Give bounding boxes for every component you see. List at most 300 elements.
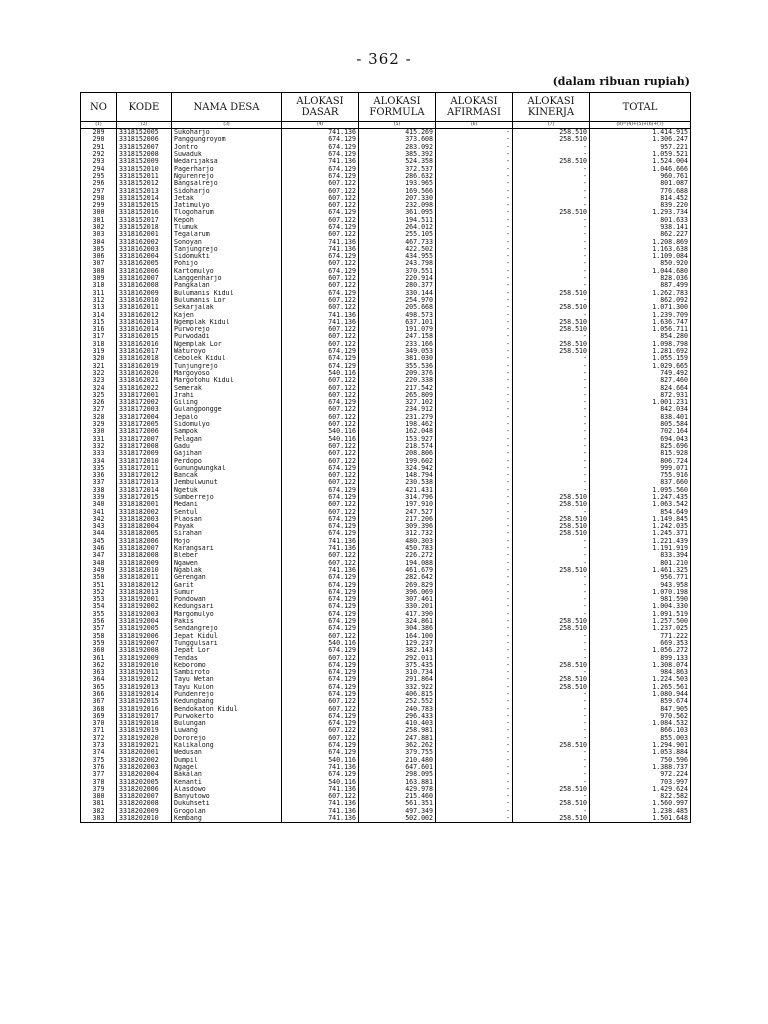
row-alokasi-afirmasi: - (436, 654, 513, 661)
row-alokasi-afirmasi: - (436, 457, 513, 464)
row-kode: 3318152006 (117, 136, 172, 143)
row-kode: 3318192015 (117, 698, 172, 705)
row-no: 358 (81, 632, 117, 639)
row-alokasi-formula: 220.914 (359, 275, 436, 282)
row-alokasi-formula: 324.861 (359, 618, 436, 625)
table-row (81, 414, 691, 421)
column-index: (1) (81, 122, 117, 129)
row-alokasi-formula: 298.095 (359, 771, 436, 778)
row-alokasi-afirmasi: - (436, 771, 513, 778)
row-total: 1.414.915 (590, 129, 691, 137)
row-no: 355 (81, 611, 117, 618)
row-total: 1.109.084 (590, 253, 691, 260)
row-no: 354 (81, 603, 117, 610)
row-alokasi-dasar: 607.122 (282, 392, 359, 399)
row-alokasi-dasar: 607.122 (282, 384, 359, 391)
row-alokasi-formula: 647.601 (359, 764, 436, 771)
row-total: 1.071.300 (590, 304, 691, 311)
row-nama-desa: Pondowan (172, 596, 282, 603)
row-alokasi-dasar: 607.122 (282, 260, 359, 267)
row-nama-desa: Sidoharjo (172, 187, 282, 194)
row-no: 379 (81, 786, 117, 793)
table-row (81, 260, 691, 267)
row-alokasi-afirmasi: - (436, 596, 513, 603)
row-alokasi-kinerja: - (513, 479, 590, 486)
row-alokasi-dasar: 607.122 (282, 414, 359, 421)
row-alokasi-afirmasi: - (436, 348, 513, 355)
row-nama-desa: Mojo (172, 538, 282, 545)
row-nama-desa: Kalikalong (172, 742, 282, 749)
row-alokasi-kinerja: 258.510 (513, 676, 590, 683)
row-alokasi-dasar: 607.122 (282, 326, 359, 333)
row-total: 824.664 (590, 384, 691, 391)
row-total: 1.001.231 (590, 399, 691, 406)
row-kode: 3318192020 (117, 735, 172, 742)
header-no: NO (81, 93, 117, 122)
row-total: 984.863 (590, 669, 691, 676)
row-alokasi-formula: 163.881 (359, 778, 436, 785)
row-nama-desa: Jepat Lor (172, 647, 282, 654)
row-nama-desa: Bancak (172, 472, 282, 479)
row-nama-desa: Gadu (172, 443, 282, 450)
column-index: (2) (117, 122, 172, 129)
row-alokasi-dasar: 674.129 (282, 684, 359, 691)
row-alokasi-afirmasi: - (436, 720, 513, 727)
row-nama-desa: Ngawen (172, 560, 282, 567)
row-nama-desa: Sonoyan (172, 238, 282, 245)
row-alokasi-afirmasi: - (436, 611, 513, 618)
row-kode: 3318192005 (117, 625, 172, 632)
allocation-table (80, 92, 691, 823)
table-row (81, 479, 691, 486)
row-total: 702.164 (590, 428, 691, 435)
row-alokasi-formula: 362.262 (359, 742, 436, 749)
row-alokasi-formula: 502.002 (359, 815, 436, 823)
row-alokasi-kinerja: - (513, 749, 590, 756)
row-alokasi-kinerja: - (513, 224, 590, 231)
row-alokasi-kinerja: - (513, 268, 590, 275)
row-kode: 3318192001 (117, 596, 172, 603)
row-total: 1.294.901 (590, 742, 691, 749)
table-row (81, 268, 691, 275)
row-kode: 3318192009 (117, 654, 172, 661)
table-row (81, 435, 691, 442)
row-kode: 3318162021 (117, 377, 172, 384)
row-total: 801.210 (590, 560, 691, 567)
row-alokasi-afirmasi: - (436, 326, 513, 333)
table-row (81, 465, 691, 472)
row-alokasi-dasar: 607.122 (282, 180, 359, 187)
row-kode: 3318182003 (117, 516, 172, 523)
row-no: 335 (81, 465, 117, 472)
row-alokasi-dasar: 741.136 (282, 538, 359, 545)
table-row (81, 757, 691, 764)
row-alokasi-kinerja: - (513, 808, 590, 815)
row-no: 365 (81, 684, 117, 691)
row-kode: 3318162003 (117, 246, 172, 253)
row-nama-desa: Bangsalrejo (172, 180, 282, 187)
row-kode: 3318152005 (117, 129, 172, 137)
row-kode: 3318192018 (117, 720, 172, 727)
row-alokasi-formula: 255.105 (359, 231, 436, 238)
row-alokasi-afirmasi: - (436, 786, 513, 793)
row-nama-desa: Bulumanis Kidul (172, 290, 282, 297)
row-alokasi-formula: 264.012 (359, 224, 436, 231)
row-total: 1.560.997 (590, 800, 691, 807)
table-row (81, 399, 691, 406)
row-kode: 3318172013 (117, 479, 172, 486)
row-alokasi-kinerja: - (513, 399, 590, 406)
row-total: 887.499 (590, 282, 691, 289)
table-row (81, 238, 691, 245)
row-alokasi-formula: 217.542 (359, 384, 436, 391)
row-nama-desa: Gunungwungkal (172, 465, 282, 472)
row-kode: 3318192007 (117, 640, 172, 647)
table-row (81, 180, 691, 187)
row-total: 838.401 (590, 414, 691, 421)
row-nama-desa: Garit (172, 581, 282, 588)
table-row (81, 786, 691, 793)
row-alokasi-dasar: 607.122 (282, 508, 359, 515)
row-alokasi-formula: 381.030 (359, 355, 436, 362)
row-no: 360 (81, 647, 117, 654)
row-no: 297 (81, 187, 117, 194)
table-row (81, 589, 691, 596)
row-alokasi-formula: 194.088 (359, 560, 436, 567)
table-row (81, 253, 691, 260)
row-kode: 3318192021 (117, 742, 172, 749)
row-alokasi-dasar: 674.129 (282, 494, 359, 501)
row-alokasi-dasar: 607.122 (282, 727, 359, 734)
row-alokasi-formula: 247.527 (359, 508, 436, 515)
table-row (81, 632, 691, 639)
row-alokasi-formula: 307.461 (359, 596, 436, 603)
row-alokasi-formula: 421.431 (359, 487, 436, 494)
row-nama-desa: Plaosan (172, 516, 282, 523)
row-no: 346 (81, 545, 117, 552)
row-no: 372 (81, 735, 117, 742)
row-kode: 3318162018 (117, 355, 172, 362)
row-alokasi-kinerja: - (513, 611, 590, 618)
row-alokasi-kinerja: - (513, 187, 590, 194)
row-alokasi-afirmasi: - (436, 581, 513, 588)
row-total: 1.238.485 (590, 808, 691, 815)
row-nama-desa: Bleber (172, 552, 282, 559)
row-alokasi-formula: 332.922 (359, 684, 436, 691)
row-kode: 3318192004 (117, 618, 172, 625)
table-row (81, 494, 691, 501)
row-kode: 3318152012 (117, 180, 172, 187)
table-row (81, 501, 691, 508)
row-alokasi-kinerja: - (513, 552, 590, 559)
table-row (81, 618, 691, 625)
row-nama-desa: Langgenharjo (172, 275, 282, 282)
row-alokasi-kinerja: 258.510 (513, 326, 590, 333)
table-row (81, 676, 691, 683)
table-row (81, 341, 691, 348)
table-row (81, 224, 691, 231)
row-total: 694.043 (590, 435, 691, 442)
row-no: 368 (81, 705, 117, 712)
column-index: (5) (359, 122, 436, 129)
row-alokasi-dasar: 741.136 (282, 567, 359, 574)
row-alokasi-afirmasi: - (436, 494, 513, 501)
row-kode: 3318152011 (117, 173, 172, 180)
row-nama-desa: Jrahi (172, 392, 282, 399)
table-row (81, 705, 691, 712)
row-nama-desa: Tayu Kulon (172, 684, 282, 691)
table-row (81, 735, 691, 742)
row-total: 1.004.330 (590, 603, 691, 610)
row-alokasi-afirmasi: - (436, 625, 513, 632)
row-alokasi-formula: 370.551 (359, 268, 436, 275)
row-nama-desa: Purworejo (172, 326, 282, 333)
row-alokasi-formula: 461.679 (359, 567, 436, 574)
row-total: 815.928 (590, 450, 691, 457)
table-body (81, 129, 691, 823)
row-kode: 3318162013 (117, 319, 172, 326)
row-no: 356 (81, 618, 117, 625)
row-kode: 3318202007 (117, 793, 172, 800)
table-row (81, 684, 691, 691)
table-row (81, 764, 691, 771)
row-alokasi-kinerja: 258.510 (513, 815, 590, 823)
row-alokasi-afirmasi: - (436, 377, 513, 384)
row-kode: 3318162022 (117, 384, 172, 391)
row-kode: 3318202005 (117, 778, 172, 785)
row-total: 825.696 (590, 443, 691, 450)
row-alokasi-kinerja: 258.510 (513, 742, 590, 749)
column-index: (7) (513, 122, 590, 129)
row-nama-desa: Gulangpongge (172, 406, 282, 413)
row-nama-desa: Ngagel (172, 764, 282, 771)
row-alokasi-afirmasi: - (436, 363, 513, 370)
table-row (81, 173, 691, 180)
table-row (81, 363, 691, 370)
row-no: 369 (81, 713, 117, 720)
row-alokasi-formula: 240.783 (359, 705, 436, 712)
row-no: 310 (81, 282, 117, 289)
row-alokasi-afirmasi: - (436, 370, 513, 377)
table-row (81, 158, 691, 165)
row-alokasi-formula: 434.955 (359, 253, 436, 260)
row-alokasi-formula: 193.965 (359, 180, 436, 187)
row-alokasi-kinerja: 258.510 (513, 501, 590, 508)
row-no: 320 (81, 355, 117, 362)
row-alokasi-formula: 232.098 (359, 202, 436, 209)
header-alokasi-formula: ALOKASI FORMULA (359, 93, 436, 122)
row-total: 1.063.542 (590, 501, 691, 508)
row-nama-desa: Margomulyo (172, 611, 282, 618)
table-row (81, 472, 691, 479)
row-alokasi-formula: 406.815 (359, 691, 436, 698)
row-alokasi-dasar: 607.122 (282, 501, 359, 508)
row-total: 956.771 (590, 574, 691, 581)
row-nama-desa: Dumpil (172, 757, 282, 764)
row-alokasi-formula: 310.734 (359, 669, 436, 676)
row-alokasi-formula: 373.608 (359, 136, 436, 143)
row-alokasi-kinerja: - (513, 472, 590, 479)
row-kode: 3318162007 (117, 275, 172, 282)
row-nama-desa: Giling (172, 399, 282, 406)
row-alokasi-formula: 234.912 (359, 406, 436, 413)
row-total: 1.044.680 (590, 268, 691, 275)
row-alokasi-kinerja: - (513, 333, 590, 340)
row-alokasi-afirmasi: - (436, 757, 513, 764)
table-row (81, 793, 691, 800)
row-nama-desa: Dororejo (172, 735, 282, 742)
row-kode: 3318172005 (117, 421, 172, 428)
row-nama-desa: Cebolek Kidul (172, 355, 282, 362)
row-kode: 3318192011 (117, 669, 172, 676)
row-alokasi-kinerja: - (513, 311, 590, 318)
table-row (81, 136, 691, 143)
column-index: (8)=(4)+(5)+(6)+(7) (590, 122, 691, 129)
row-alokasi-dasar: 607.122 (282, 217, 359, 224)
row-alokasi-afirmasi: - (436, 523, 513, 530)
row-nama-desa: Kembang (172, 815, 282, 823)
row-no: 315 (81, 319, 117, 326)
row-alokasi-afirmasi: - (436, 319, 513, 326)
row-alokasi-afirmasi: - (436, 647, 513, 654)
row-alokasi-formula: 231.279 (359, 414, 436, 421)
row-kode: 3318202006 (117, 786, 172, 793)
row-nama-desa: Purwodadi (172, 333, 282, 340)
row-alokasi-formula: 330.144 (359, 290, 436, 297)
row-kode: 3318192010 (117, 662, 172, 669)
row-alokasi-kinerja: 258.510 (513, 523, 590, 530)
row-alokasi-kinerja: 258.510 (513, 319, 590, 326)
row-no: 344 (81, 530, 117, 537)
row-alokasi-kinerja: - (513, 202, 590, 209)
row-kode: 3318192003 (117, 611, 172, 618)
row-alokasi-dasar: 607.122 (282, 406, 359, 413)
row-total: 1.237.025 (590, 625, 691, 632)
header-alokasi-dasar: ALOKASI DASAR (282, 93, 359, 122)
row-no: 290 (81, 136, 117, 143)
column-index: (6) (436, 122, 513, 129)
row-alokasi-dasar: 674.129 (282, 581, 359, 588)
row-alokasi-dasar: 674.129 (282, 720, 359, 727)
row-alokasi-kinerja: - (513, 144, 590, 151)
row-kode: 3318172006 (117, 428, 172, 435)
row-total: 972.224 (590, 771, 691, 778)
row-no: 334 (81, 457, 117, 464)
row-alokasi-kinerja: - (513, 545, 590, 552)
row-nama-desa: Keboromo (172, 662, 282, 669)
row-total: 1.501.648 (590, 815, 691, 823)
row-alokasi-afirmasi: - (436, 435, 513, 442)
row-no: 293 (81, 158, 117, 165)
row-nama-desa: Ngetuk (172, 487, 282, 494)
row-alokasi-formula: 205.668 (359, 304, 436, 311)
row-alokasi-dasar: 607.122 (282, 304, 359, 311)
row-alokasi-afirmasi: - (436, 238, 513, 245)
row-total: 960.761 (590, 173, 691, 180)
row-alokasi-kinerja: - (513, 428, 590, 435)
row-no: 373 (81, 742, 117, 749)
row-alokasi-dasar: 674.129 (282, 625, 359, 632)
table-row (81, 457, 691, 464)
row-kode: 3318182010 (117, 567, 172, 574)
row-nama-desa: Payak (172, 523, 282, 530)
row-alokasi-dasar: 674.129 (282, 647, 359, 654)
row-alokasi-kinerja: - (513, 406, 590, 413)
row-kode: 3318172002 (117, 399, 172, 406)
row-alokasi-formula: 230.538 (359, 479, 436, 486)
row-alokasi-afirmasi: - (436, 530, 513, 537)
row-no: 311 (81, 290, 117, 297)
row-alokasi-afirmasi: - (436, 691, 513, 698)
row-no: 341 (81, 508, 117, 515)
row-kode: 3318152016 (117, 209, 172, 216)
table-row (81, 348, 691, 355)
row-no: 339 (81, 494, 117, 501)
row-alokasi-dasar: 607.122 (282, 282, 359, 289)
row-alokasi-formula: 292.011 (359, 654, 436, 661)
row-alokasi-afirmasi: - (436, 574, 513, 581)
row-alokasi-kinerja: - (513, 778, 590, 785)
row-alokasi-dasar: 674.129 (282, 611, 359, 618)
row-nama-desa: Sukoharjo (172, 129, 282, 137)
row-alokasi-afirmasi: - (436, 567, 513, 574)
row-total: 1.524.004 (590, 158, 691, 165)
row-no: 380 (81, 793, 117, 800)
row-alokasi-kinerja: - (513, 392, 590, 399)
row-total: 1.056.711 (590, 326, 691, 333)
row-kode: 3318172012 (117, 472, 172, 479)
row-total: 999.071 (590, 465, 691, 472)
row-alokasi-formula: 497.349 (359, 808, 436, 815)
row-alokasi-formula: 561.351 (359, 800, 436, 807)
row-nama-desa: Bulumanis Lor (172, 297, 282, 304)
row-kode: 3318202001 (117, 749, 172, 756)
row-no: 352 (81, 589, 117, 596)
row-alokasi-dasar: 607.122 (282, 472, 359, 479)
row-total: 837.660 (590, 479, 691, 486)
row-alokasi-afirmasi: - (436, 618, 513, 625)
row-total: 1.084.532 (590, 720, 691, 727)
row-kode: 3318162012 (117, 311, 172, 318)
header-nama-desa: NAMA DESA (172, 93, 282, 122)
row-nama-desa: Pagerharjo (172, 165, 282, 172)
row-alokasi-kinerja: 258.510 (513, 304, 590, 311)
row-no: 308 (81, 268, 117, 275)
row-no: 323 (81, 377, 117, 384)
header-alokasi-afirmasi: ALOKASI AFIRMASI (436, 93, 513, 122)
row-alokasi-formula: 498.573 (359, 311, 436, 318)
row-nama-desa: Pakis (172, 618, 282, 625)
row-alokasi-dasar: 607.122 (282, 202, 359, 209)
row-kode: 3318162004 (117, 253, 172, 260)
row-no: 295 (81, 173, 117, 180)
row-alokasi-dasar: 674.129 (282, 691, 359, 698)
row-no: 299 (81, 202, 117, 209)
row-alokasi-kinerja: - (513, 654, 590, 661)
table-row (81, 487, 691, 494)
row-alokasi-dasar: 674.129 (282, 589, 359, 596)
row-alokasi-kinerja: - (513, 246, 590, 253)
row-total: 669.353 (590, 640, 691, 647)
row-alokasi-formula: 191.079 (359, 326, 436, 333)
row-alokasi-kinerja: - (513, 260, 590, 267)
row-alokasi-afirmasi: - (436, 705, 513, 712)
row-alokasi-afirmasi: - (436, 406, 513, 413)
row-no: 296 (81, 180, 117, 187)
row-alokasi-afirmasi: - (436, 173, 513, 180)
table-row (81, 815, 691, 823)
row-nama-desa: Jepat Kidul (172, 632, 282, 639)
